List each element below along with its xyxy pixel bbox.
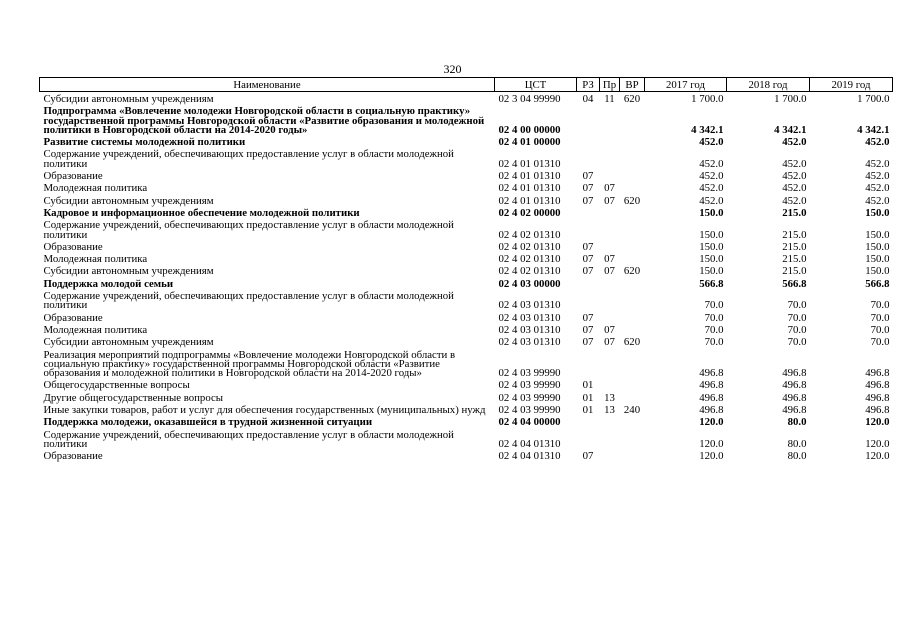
row-vr [620,208,645,220]
row-cst: 02 4 03 99990 [498,379,561,392]
row-2017: 1 700.0 [691,93,724,105]
row-2018: 70.0 [787,311,807,324]
row-2017: 452.0 [699,182,724,195]
row-cst: 02 4 03 00000 [498,277,561,290]
row-2017: 70.0 [704,311,724,324]
row-name: Молодежная политика [43,182,148,195]
row-vr [620,183,645,195]
row-rz: 07 [582,182,594,195]
row-cst: 02 3 04 99990 [498,93,561,105]
row-pr [600,291,620,313]
row-name: Поддержка молодежи, оказавшейся в трудной жизненной ситуации [43,416,373,429]
row-2019: 496.8 [865,404,890,417]
header-pr: Пр [600,78,620,92]
row-cst: 02 4 04 01310 [498,450,561,463]
table-row [40,313,893,325]
row-name: Содержание учреждений, обеспечивающих предоставление услуг в области молодежной политики [43,219,454,241]
row-vr [620,149,645,171]
row-2018: 70.0 [787,336,807,349]
page-number: 320 [443,62,462,76]
row-2019: 4 342.1 [857,123,890,136]
row-2017: 452.0 [699,170,724,183]
row-2018: 70.0 [787,323,807,336]
row-cst: 02 4 04 01310 [498,437,561,450]
row-pr: 07 [604,265,615,278]
header-2017: 2017 год [645,78,727,92]
row-2017: 70.0 [704,299,724,312]
row-2017: 150.0 [699,240,724,253]
row-2019: 566.8 [865,277,890,290]
row-2017: 4 342.1 [691,123,724,136]
row-vr: 240 [623,404,641,417]
row-cst: 02 4 03 01310 [498,323,561,336]
row-2019: 120.0 [865,437,890,450]
row-name: Подпрограмма «Вовлечение молодежи Новгородской области в социальную практику» государственной программы Новгородской области «Развитие образования и молодежной политики в Новгородской области на 2014-2020 годы» [43,105,485,136]
row-rz: 07 [582,450,594,463]
row-name: Субсидии автономным учреждениям [43,93,214,105]
row-2019: 496.8 [865,367,890,380]
row-rz [577,350,600,381]
row-2018: 215.0 [782,253,807,266]
row-2018: 80.0 [787,450,807,463]
header-vr: ВР [620,78,645,92]
row-2018: 1 700.0 [774,93,807,105]
row-cst: 02 4 02 00000 [498,206,561,219]
row-name: Субсидии автономным учреждениям [43,194,214,207]
row-rz [577,137,600,149]
table-row [40,242,893,254]
row-name: Содержание учреждений, обеспечивающих предоставление услуг в области молодежной политики [43,290,454,312]
row-name: Молодежная политика [43,323,148,336]
row-2018: 70.0 [787,299,807,312]
row-name: Содержание учреждений, обеспечивающих предоставление услуг в области молодежной политики [43,148,454,170]
row-2018: 80.0 [787,437,807,450]
row-cst: 02 4 02 01310 [498,265,561,278]
row-pr [600,220,620,242]
header-name: Наименование [40,78,495,92]
table-row [40,106,893,137]
row-name: Поддержка молодой семьи [43,277,174,290]
row-2018: 452.0 [782,157,807,170]
header-rz: РЗ [577,78,600,92]
row-2019: 496.8 [865,379,890,392]
row-cst: 02 4 02 01310 [498,253,561,266]
row-2019: 452.0 [865,194,890,207]
row-2019: 150.0 [865,253,890,266]
row-vr: 620 [623,336,641,349]
row-vr [620,171,645,183]
row-2018: 452.0 [782,182,807,195]
row-2017: 150.0 [699,228,724,241]
row-2017: 150.0 [699,253,724,266]
row-2017: 452.0 [699,136,724,149]
table-row [40,183,893,195]
row-name: Иные закупки товаров, работ и услуг для обеспечения государственных (муниципальных) нужд [43,404,486,417]
row-vr [620,106,645,137]
row-name: Образование [43,450,103,463]
row-2019: 70.0 [870,311,890,324]
row-2017: 120.0 [699,437,724,450]
row-vr: 620 [623,265,641,278]
row-rz: 01 [582,404,594,417]
table-row [40,417,893,429]
row-2018: 80.0 [787,416,807,429]
row-rz [577,208,600,220]
row-cst: 02 4 01 01310 [498,157,561,170]
row-cst: 02 4 01 01310 [498,182,561,195]
row-2017: 566.8 [699,277,724,290]
row-2018: 215.0 [782,265,807,278]
row-cst: 02 4 02 01310 [498,228,561,241]
row-vr [620,380,645,392]
row-vr [620,430,645,452]
row-cst: 02 4 02 01310 [498,240,561,253]
row-rz: 04 [582,93,594,105]
row-rz: 07 [582,240,594,253]
row-vr [620,451,645,463]
row-2019: 452.0 [865,170,890,183]
row-pr [600,350,620,381]
row-name: Молодежная политика [43,253,148,266]
row-2018: 566.8 [782,277,807,290]
row-rz: 07 [582,253,594,266]
row-2018: 496.8 [782,391,807,404]
row-vr [620,313,645,325]
row-pr [600,106,620,137]
row-rz [577,106,600,137]
row-2019: 150.0 [865,240,890,253]
row-2018: 452.0 [782,136,807,149]
row-2018: 496.8 [782,404,807,417]
row-rz: 07 [582,265,594,278]
row-2019: 70.0 [870,323,890,336]
row-pr [600,208,620,220]
row-rz: 07 [582,336,594,349]
row-name: Кадровое и информационное обеспечение молодежной политики [43,206,360,219]
row-2018: 452.0 [782,170,807,183]
row-rz: 07 [582,170,594,183]
table-row [40,337,893,349]
row-2019: 452.0 [865,136,890,149]
row-name: Образование [43,170,103,183]
row-2019: 120.0 [865,450,890,463]
row-cst: 02 4 01 01310 [498,194,561,207]
table-row [40,350,893,381]
row-name: Другие общегосударственные вопросы [43,391,224,404]
row-pr [600,380,620,392]
row-vr [620,137,645,149]
row-vr [620,291,645,313]
row-vr [620,220,645,242]
header-2018: 2018 год [727,78,810,92]
row-vr: 620 [623,194,641,207]
row-rz [577,291,600,313]
table-row [40,171,893,183]
row-2018: 496.8 [782,379,807,392]
table-row [40,92,893,107]
row-2019: 70.0 [870,299,890,312]
row-name: Образование [43,311,103,324]
row-rz [577,149,600,171]
row-rz [577,430,600,452]
row-2019: 496.8 [865,391,890,404]
header-cst: ЦСТ [495,78,577,92]
row-2017: 120.0 [699,416,724,429]
table-row [40,380,893,392]
row-2018: 452.0 [782,194,807,207]
row-2019: 70.0 [870,336,890,349]
row-2018: 496.8 [782,367,807,380]
row-name: Субсидии автономным учреждениям [43,265,214,278]
row-2019: 150.0 [865,265,890,278]
table-row [40,149,893,171]
row-cst: 02 4 01 01310 [498,170,561,183]
row-2017: 496.8 [699,367,724,380]
row-cst: 02 4 03 01310 [498,311,561,324]
row-cst: 02 4 03 99990 [498,367,561,380]
row-rz: 07 [582,323,594,336]
table-row [40,220,893,242]
row-cst: 02 4 03 01310 [498,299,561,312]
row-2017: 70.0 [704,336,724,349]
row-2019: 1 700.0 [857,93,890,105]
row-cst: 02 4 03 01310 [498,336,561,349]
row-pr: 07 [604,323,615,336]
row-2018: 4 342.1 [774,123,807,136]
row-2017: 496.8 [699,379,724,392]
row-rz: 07 [582,194,594,207]
row-rz: 07 [582,311,594,324]
row-2017: 452.0 [699,194,724,207]
row-cst: 02 4 03 99990 [498,391,561,404]
row-vr [620,279,645,291]
row-pr: 07 [604,194,615,207]
row-2019: 150.0 [865,206,890,219]
budget-table [39,77,893,464]
row-2019: 452.0 [865,182,890,195]
row-pr: 11 [604,93,615,105]
row-2017: 150.0 [699,206,724,219]
row-pr: 07 [604,253,615,266]
row-pr: 13 [604,391,615,404]
row-name: Содержание учреждений, обеспечивающих предоставление услуг в области молодежной политики [43,428,454,450]
row-rz: 01 [582,391,594,404]
row-pr [600,451,620,463]
row-rz: 01 [582,379,594,392]
row-2018: 215.0 [782,228,807,241]
row-rz [577,279,600,291]
row-pr: 07 [604,336,615,349]
table-body [40,92,893,464]
row-vr: 620 [623,93,641,105]
table-header [40,78,893,92]
row-pr [600,279,620,291]
row-vr [620,350,645,381]
row-rz [577,220,600,242]
row-2019: 120.0 [865,416,890,429]
row-name: Реализация мероприятий подпрограммы «Вовлечение молодежи Новгородской области в социальную практику» государственной программы Новгородской области «Развитие образования и молодежной политики в Новгородской области на 2014-2020 годы» [43,348,456,380]
row-2018: 215.0 [782,240,807,253]
row-2017: 150.0 [699,265,724,278]
row-rz [577,417,600,429]
row-2017: 496.8 [699,404,724,417]
row-cst: 02 4 01 00000 [498,136,561,149]
row-pr [600,149,620,171]
table-row [40,291,893,313]
row-pr [600,430,620,452]
row-2019: 452.0 [865,157,890,170]
table-row [40,451,893,463]
row-2017: 452.0 [699,157,724,170]
row-name: Образование [43,240,103,253]
row-pr [600,137,620,149]
row-cst: 02 4 03 99990 [498,404,561,417]
row-vr [620,242,645,254]
row-2017: 70.0 [704,323,724,336]
header-2019: 2019 год [810,78,893,92]
row-cst: 02 4 00 00000 [498,123,561,136]
row-2019: 150.0 [865,228,890,241]
row-pr: 07 [604,182,615,195]
row-vr [620,417,645,429]
row-2018: 215.0 [782,206,807,219]
row-pr: 13 [604,404,615,417]
row-name: Общегосударственные вопросы [43,379,190,392]
row-pr [600,417,620,429]
table-row [40,430,893,452]
row-2017: 120.0 [699,450,724,463]
row-name: Развитие системы молодежной политики [43,136,246,149]
row-2017: 496.8 [699,391,724,404]
row-cst: 02 4 04 00000 [498,416,561,429]
table-row [40,266,893,278]
row-name: Субсидии автономным учреждениям [43,336,214,349]
